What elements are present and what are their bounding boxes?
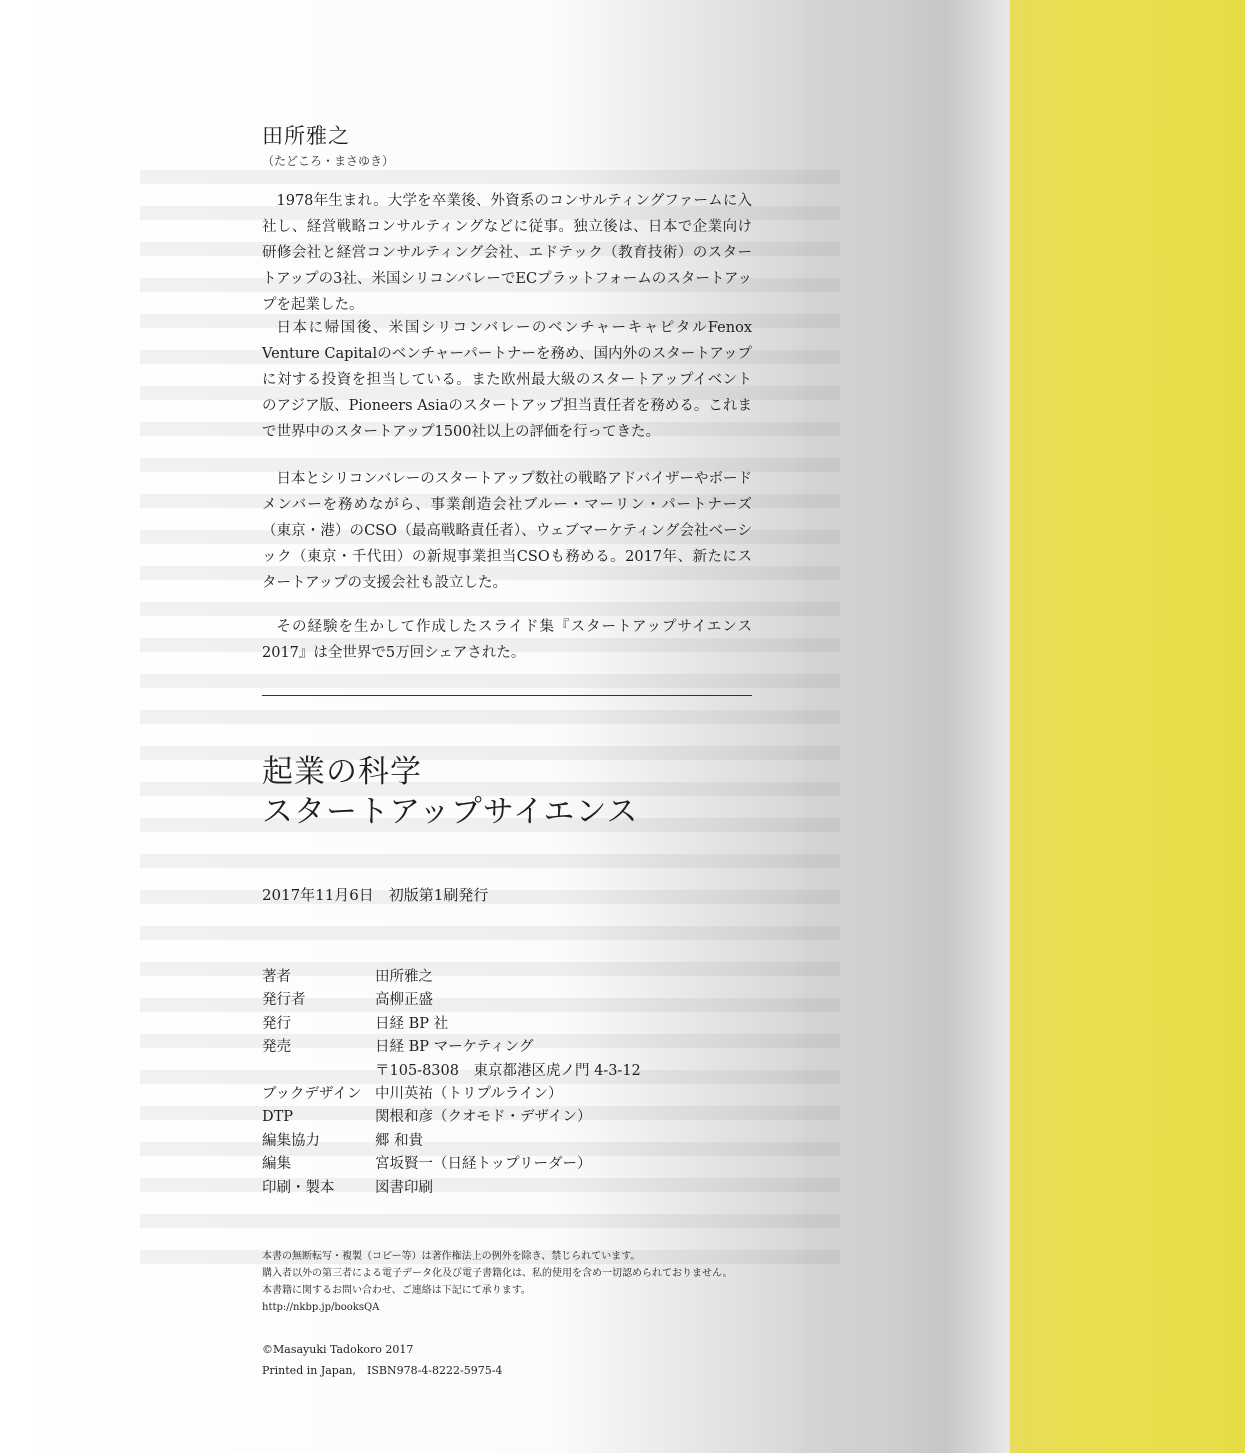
colophon-value: 中川英祐（トリプルライン） [375,1085,563,1102]
publication-date: 2017年11月6日 初版第1刷発行 [262,886,489,904]
book-title [262,752,752,832]
colophon-label: ブックデザイン [262,1085,362,1102]
colophon-value: 日経 BP 社 [375,1015,449,1032]
colophon-label: 著者 [262,969,291,985]
colophon-label [262,1060,375,1083]
colophon-row [262,1083,641,1106]
book-title-line2: スタートアップサイエンス [262,794,639,830]
author-reading: （たどころ・まさゆき） [262,154,395,168]
notice-line: 購入者以外の第三者による電子データ化及び電子書籍化は、私的使用を含め一切認められておりません。 [262,1268,733,1279]
colophon-label: 編集 [262,1156,291,1173]
colophon-row [262,966,641,989]
colophon-table [262,966,641,1200]
contact-url: http://nkbp.jp/booksQA [262,1302,380,1313]
copyright-line: ©Masayuki Tadokoro 2017 [262,1343,414,1356]
isbn-line: Printed in Japan, ISBN978-4-8222-5975-4 [262,1364,503,1377]
colophon-label: 発売 [262,1039,291,1056]
colophon-value: 宮坂賢一（日経トップリーダー） [375,1156,592,1173]
colophon-row [262,1106,641,1129]
section-divider [262,695,752,696]
colophon-value: 日経 BP マーケティング [375,1039,534,1056]
bio-paragraph: 日本に帰国後、米国シリコンバレーのベンチャーキャピタルFenox Venture Capitalのベンチャーパートナーを務め、国内外のスタートアップに対する投資を担当している。また欧州最大級のスタートアップイベントのアジア版、Pioneers Asiaのスタートアップ担当責任者を務める。これまで世界中のスタートアップ1500社以上の評価を行ってきた。 [262,320,752,440]
colophon-row [262,1177,641,1200]
notice-line: 本書の無断転写・複製（コピー等）は著作権法上の例外を除き、禁じられています。 [262,1251,641,1262]
legal-notice [262,1248,733,1316]
notice-line: 本書籍に関するお問い合わせ、ご連絡は下記にて承ります。 [262,1285,531,1296]
copyright-block [262,1339,502,1381]
bio-paragraph: その経験を生かして作成したスライド集『スタートアップサイエンス2017』は全世界で5万回シェアされた。 [262,619,752,661]
colophon-row [262,1060,641,1083]
colophon-label: 発行者 [262,992,306,1009]
colophon-value: 郷 和貴 [375,1132,424,1149]
yellow-cover-edge [1010,0,1245,1453]
colophon-label: 編集協力 [262,1132,320,1149]
colophon-row [262,1130,641,1153]
colophon-label: DTP [262,1109,294,1126]
book-title-line1: 起業の科学 [262,754,422,790]
colophon-row [262,989,641,1012]
colophon-value: 田所雅之 [375,969,433,985]
colophon-row [262,1153,641,1176]
page-fold-shadow [790,0,1010,1453]
colophon-value: 関根和彦（クオモド・デザイン） [375,1109,592,1126]
bio-paragraph: 日本とシリコンバレーのスタートアップ数社の戦略アドバイザーやボードメンバーを務めながら、事業創造会社ブルー・マーリン・パートナーズ（東京・港）のCSO（最高戦略責任者）、ウェブマーケティング会社ベーシック（東京・千代田）の新規事業担当CSOも務める。2017年、新たにスタートアップの支援会社も設立した。 [262,471,752,591]
colophon-value: 高柳正盛 [375,992,433,1009]
bio-paragraph: 1978年生まれ。大学を卒業後、外資系のコンサルティングファームに入社し、経営戦略コンサルティングなどに従事。独立後は、日本で企業向け研修会社と経営コンサルティング会社、エドテック（教育技術）のスタートアップの3社、米国シリコンバレーでECプラットフォームのスタートアップを起業した。 [262,193,752,313]
colophon-row [262,1013,641,1036]
author-name: 田所雅之 [262,124,350,148]
colophon-row [262,1036,641,1059]
colophon-value: 〒105-8308 東京都港区虎ノ門 4-3-12 [375,1062,641,1079]
colophon-label: 印刷・製本 [262,1179,335,1196]
colophon-value: 図書印刷 [375,1179,433,1196]
colophon-label: 発行 [262,1015,291,1032]
